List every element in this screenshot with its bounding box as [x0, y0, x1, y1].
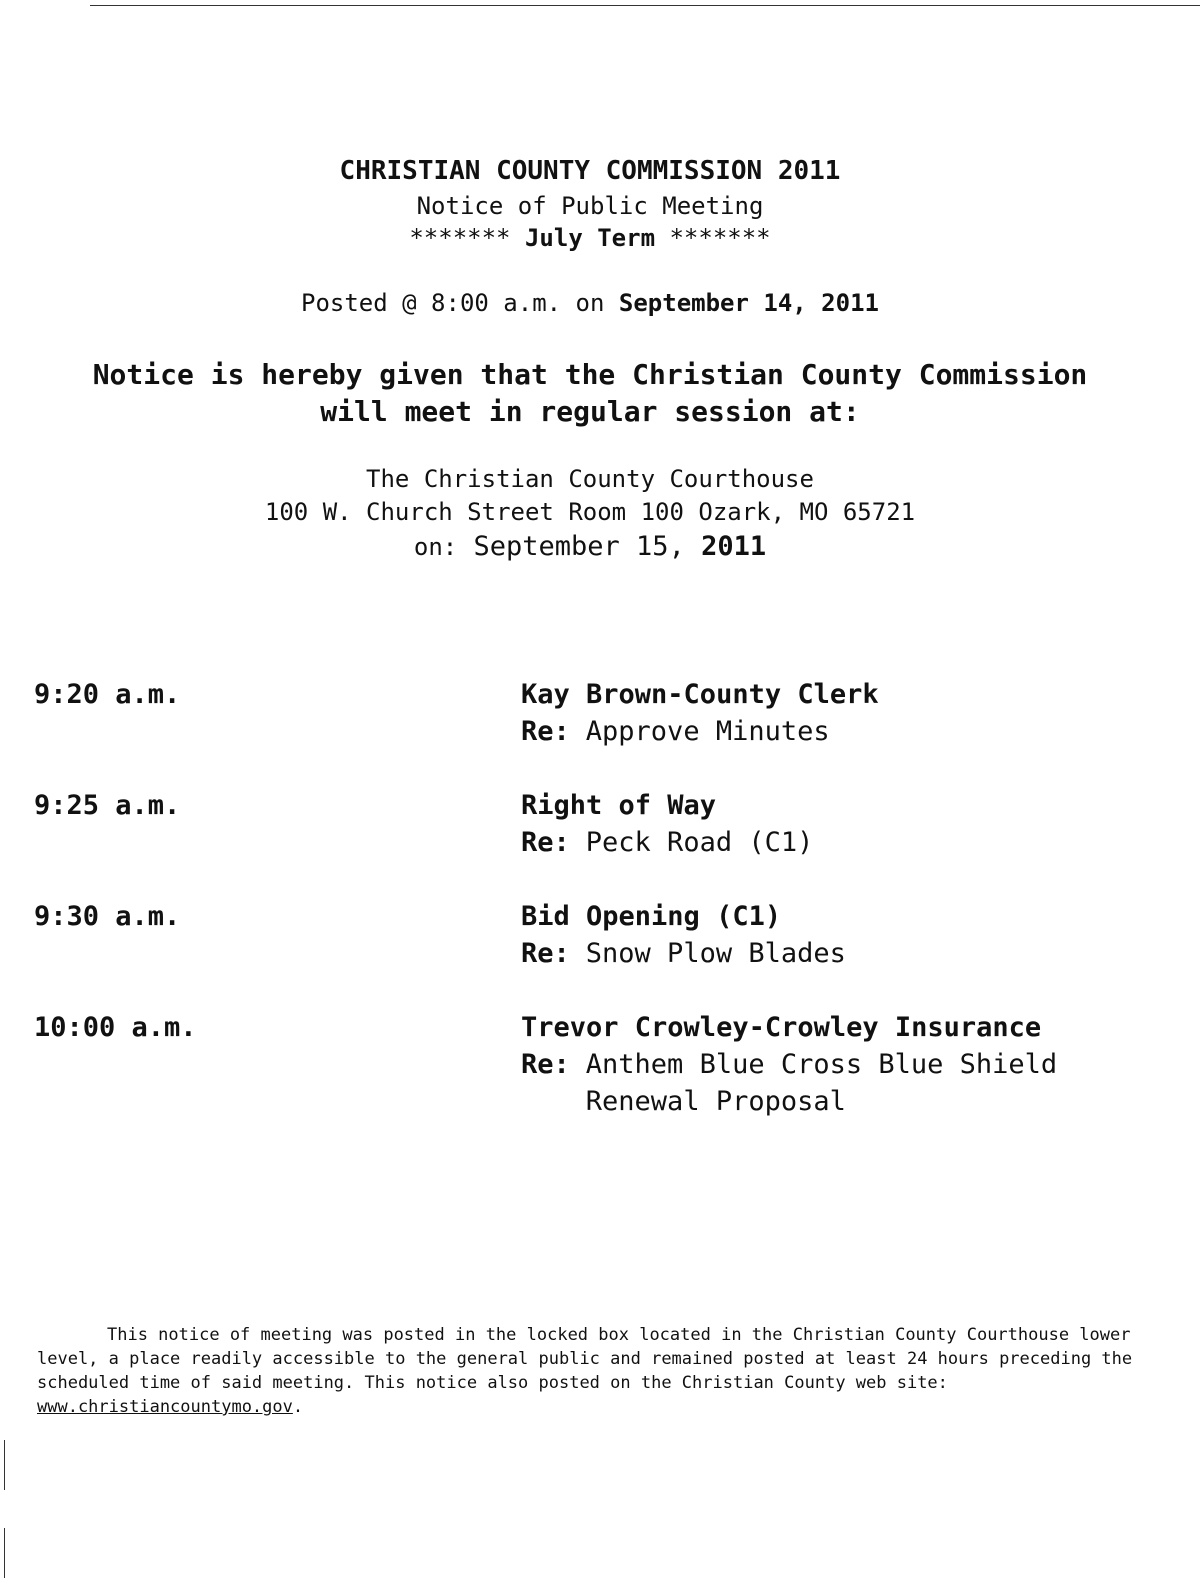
term-stars-left: ******* [409, 224, 511, 252]
agenda-time: 9:20 a.m. [34, 679, 181, 710]
meeting-date-label: on: [413, 533, 458, 561]
posted-line [0, 285, 1180, 321]
agenda-re-label: Re: [521, 827, 570, 858]
document-subtitle: Notice of Public Meeting [416, 192, 764, 220]
posted-date: September 14, 2011 [618, 289, 879, 317]
location-address: 100 W. Church Street Room 100 Ozark, MO 65721 [264, 498, 916, 526]
posted-prefix: Posted @ 8:00 a.m. on [301, 289, 605, 317]
posting-notice-text: This notice of meeting was posted in the locked box located in the Christian County Courthouse lower level, a place readily accessible to the general public and remained posted at least 24 hours preceding the scheduled time of said meeting. This notice also posted on the Christian County web site: [37, 1325, 1133, 1393]
document-title: CHRISTIAN COUNTY COMMISSION 2011 [339, 156, 841, 186]
website-link[interactable]: www.christiancountymo.gov [37, 1397, 293, 1417]
agenda-time: 9:25 a.m. [34, 790, 181, 821]
agenda-re-text: Approve Minutes [585, 716, 830, 747]
meeting-year: 2011 [701, 531, 767, 562]
meeting-date: September 15, [473, 531, 685, 562]
agenda-item [34, 1009, 1154, 1159]
meeting-location [0, 463, 1180, 565]
scan-edge-line [90, 5, 1200, 6]
location-building: The Christian County Courthouse [366, 465, 814, 493]
agenda-time: 10:00 a.m. [34, 1012, 197, 1043]
agenda-re-label: Re: [521, 1049, 570, 1080]
agenda-details [521, 676, 1141, 750]
scan-margin-mark [4, 1440, 5, 1490]
agenda-presenter: Right of Way [521, 790, 717, 821]
agenda-re-label: Re: [521, 716, 570, 747]
posting-notice-end: . [292, 1397, 304, 1417]
agenda-presenter: Trevor Crowley-Crowley Insurance [521, 1012, 1042, 1043]
agenda-presenter: Kay Brown-County Clerk [521, 679, 879, 710]
agenda-item [34, 787, 1154, 898]
agenda-item [34, 898, 1154, 1009]
posting-notice [37, 1323, 1137, 1419]
agenda-subject [521, 1046, 1141, 1120]
agenda-re-text: Anthem Blue Cross Blue Shield Renewal Proposal [585, 1049, 1058, 1117]
agenda-re-text: Snow Plow Blades [585, 938, 846, 969]
notice-line: Notice is hereby given that the Christian County Commission [92, 358, 1088, 391]
agenda-subject [521, 713, 1141, 750]
notice-statement [0, 356, 1180, 430]
agenda-re-text: Peck Road (C1) [585, 827, 814, 858]
agenda-details [521, 898, 1141, 972]
agenda-details [521, 1009, 1141, 1120]
term-line [0, 222, 1180, 254]
agenda-presenter: Bid Opening (C1) [521, 901, 782, 932]
notice-line: will meet in regular session at: [320, 395, 860, 428]
scan-margin-mark [4, 1528, 5, 1578]
term-label: July Term [524, 224, 656, 252]
agenda-re-label: Re: [521, 938, 570, 969]
document-header [0, 152, 1180, 254]
agenda-list [34, 676, 1154, 1159]
term-stars-right: ******* [669, 224, 771, 252]
meeting-date-line [0, 529, 1180, 565]
agenda-details [521, 787, 1141, 861]
agenda-item [34, 676, 1154, 787]
agenda-subject [521, 935, 1141, 972]
agenda-subject [521, 824, 1141, 861]
agenda-time: 9:30 a.m. [34, 901, 181, 932]
